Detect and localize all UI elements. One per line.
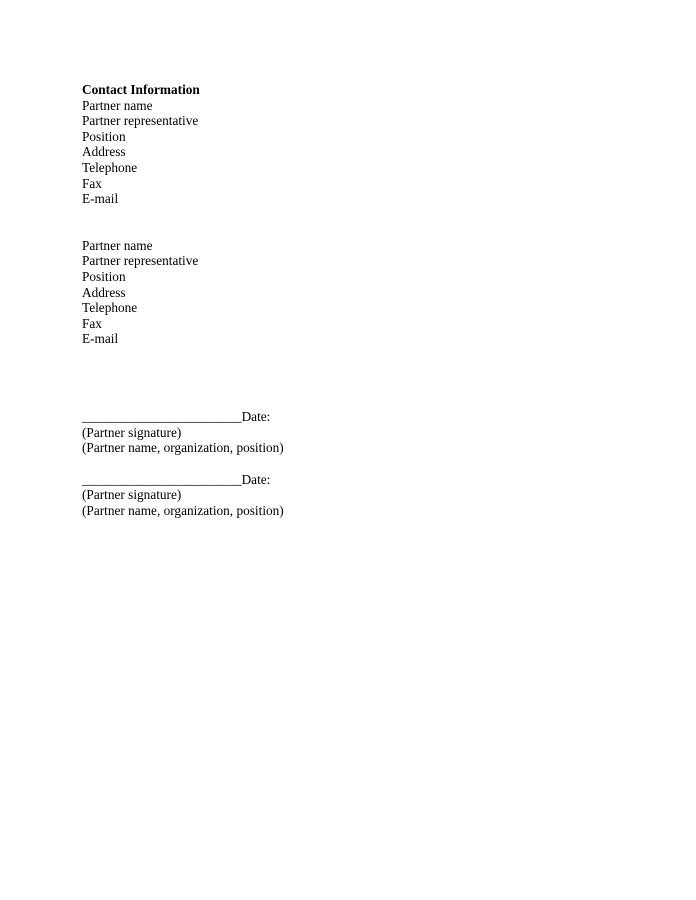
partner-1-fax-label: Fax [82,175,102,191]
partner-1-telephone-label: Telephone [82,159,138,175]
partner-2-address-label: Address [82,284,126,300]
signature-caption: (Partner signature) [82,424,182,440]
document-page [82,82,642,518]
signer-details-caption: (Partner name, organization, position) [82,440,284,456]
contact-information-heading: Contact Information [82,82,200,97]
partner-2-fax-label: Fax [82,315,102,331]
signature-line-row [82,409,642,425]
date-label: Date: [241,471,271,487]
spacer [82,347,642,409]
signature-line-row [82,472,642,488]
partner-2-name-label: Partner name [82,237,153,253]
partner-1-position-label: Position [82,128,126,144]
partner-2-representative-label: Partner representative [82,253,199,269]
signature-line[interactable]: ________________________ [82,408,242,424]
partner-1-email-label: E-mail [82,191,119,207]
spacer [82,456,642,472]
spacer [82,207,642,238]
partner-1-contact-block [82,98,642,207]
partner-1-address-label: Address [82,144,126,160]
partner-2-email-label: E-mail [82,331,119,347]
signer-details-caption: (Partner name, organization, position) [82,502,284,518]
partner-2-telephone-label: Telephone [82,300,138,316]
partner-1-representative-label: Partner representative [82,113,199,129]
signature-line[interactable]: ________________________ [82,471,242,487]
signature-block-1 [82,409,642,456]
signature-block-2 [82,472,642,519]
partner-2-position-label: Position [82,268,126,284]
signature-caption: (Partner signature) [82,487,182,503]
partner-2-contact-block [82,238,642,347]
partner-1-name-label: Partner name [82,97,153,113]
date-label: Date: [241,408,271,424]
